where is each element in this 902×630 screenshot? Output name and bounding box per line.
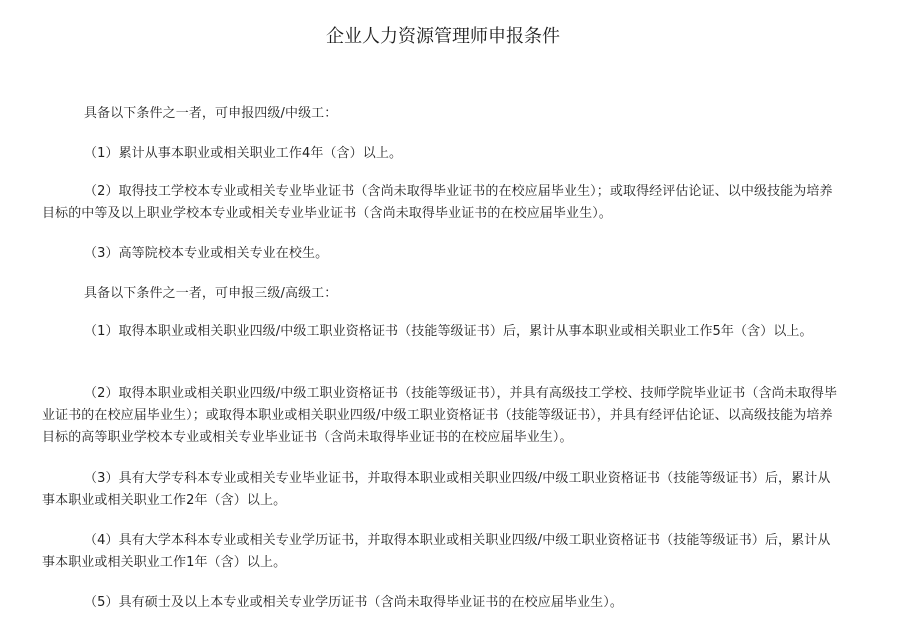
page-title: 企业人力资源管理师申报条件 [326, 26, 560, 47]
paragraph-level3-item-2: （2）取得本职业或相关职业四级/中级工职业资格证书（技能等级证书），并具有高级技工学校、技师学院毕业证书（含尚未取得毕业证书的在校应届毕业生）；或取得本职业或相关职业四级/中级工职业资格证书（技能等级证书），并具有经评估论证、以高级技能为培养目标的高等职业学校本专业或相关专业毕业证书（含尚未取得毕业证书的在校应届毕业生）。 [42, 386, 838, 445]
paragraph-level4-item-2: （2）取得技工学校本专业或相关专业毕业证书（含尚未取得毕业证书的在校应届毕业生）；或取得经评估论证、以中级技能为培养目标的中等及以上职业学校本专业或相关专业毕业证书（含尚未取得毕业证书的在校应届毕业生）。 [42, 184, 833, 221]
paragraph-level3-item-5: （5）具有硕士及以上本专业或相关专业学历证书（含尚未取得毕业证书的在校应届毕业生）。 [84, 595, 623, 610]
paragraph-level4-heading: 具备以下条件之一者，可申报四级/中级工： [84, 106, 338, 121]
paragraph-level3-item-4: （4）具有大学本科本专业或相关专业学历证书，并取得本职业或相关职业四级/中级工职业资格证书（技能等级证书）后，累计从事本职业或相关职业工作1年（含）以上。 [42, 533, 831, 570]
paragraph-level4-item-1: （1）累计从事本职业或相关职业工作4年（含）以上。 [84, 146, 403, 161]
paragraph-level4-item-3: （3）高等院校本专业或相关专业在校生。 [84, 246, 329, 261]
paragraph-level3-item-3: （3）具有大学专科本专业或相关专业毕业证书，并取得本职业或相关职业四级/中级工职业资格证书（技能等级证书）后，累计从事本职业或相关职业工作2年（含）以上。 [42, 471, 831, 508]
paragraph-level3-item-1: （1）取得本职业或相关职业四级/中级工职业资格证书（技能等级证书）后，累计从事本职业或相关职业工作5年（含）以上。 [84, 324, 813, 339]
paragraph-level3-heading: 具备以下条件之一者，可申报三级/高级工： [84, 286, 338, 301]
